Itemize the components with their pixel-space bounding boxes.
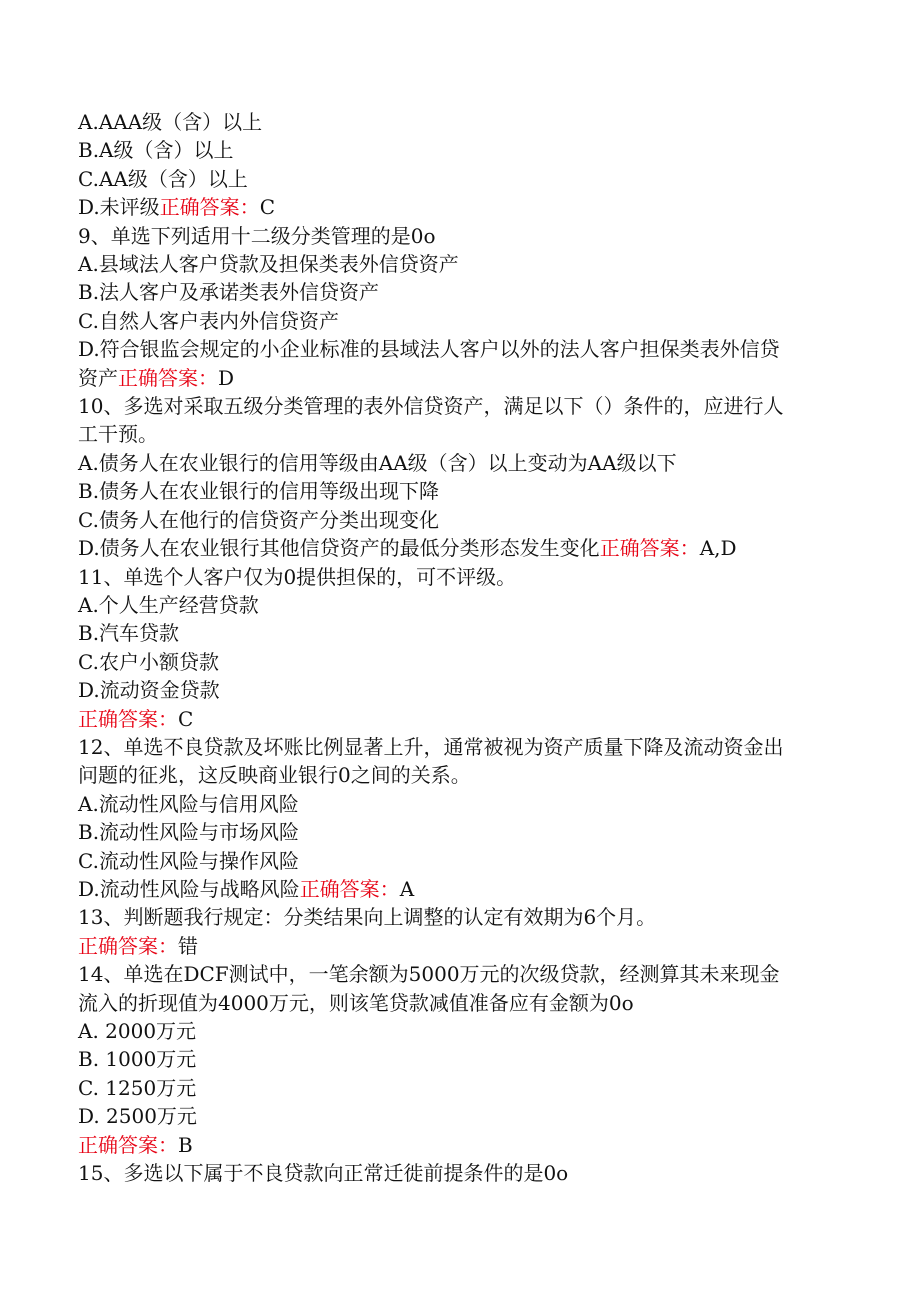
text-line [78,222,858,250]
text-line [78,420,858,448]
line-text: 工干预。 [78,422,158,447]
text-line [78,193,858,221]
answer-value: D [218,365,235,390]
answer-value: B [178,1132,193,1157]
text-line [78,278,858,306]
line-text: 9、单选下列适用十二级分类管理的是0o [78,223,436,248]
text-line [78,960,858,988]
line-text: B.A级（含）以上 [78,138,234,163]
answer-value: A [399,876,415,901]
line-text: D.流动资金贷款 [78,678,220,703]
text-line [78,818,858,846]
line-text: D.债务人在农业银行其他信贷资产的最低分类形态发生变化 [78,536,600,561]
text-line [78,307,858,335]
line-text: D. 2500万元 [78,1104,197,1129]
text-line [78,1074,858,1102]
line-text: 15、多选以下属于不良贷款向正常迁徙前提条件的是0o [78,1161,569,1186]
text-line [78,676,858,704]
line-text: B.法人客户及承诺类表外信贷资产 [78,280,380,305]
text-line [78,449,858,477]
line-text: 10、多选对采取五级分类管理的表外信贷资产，满足以下（）条件的，应进行人 [78,394,784,419]
line-text: A.流动性风险与信用风险 [78,791,299,816]
text-line [78,335,858,363]
text-line [78,761,858,789]
line-text: B.汽车贷款 [78,621,180,646]
line-text: 问题的征兆，这反映商业银行0之间的关系。 [78,763,471,788]
line-text: 12、单选不良贷款及坏账比例显著上升，通常被视为资产质量下降及流动资金出 [78,734,784,759]
line-text: A. 2000万元 [78,1019,197,1043]
text-line [78,733,858,761]
line-text: 流入的折现值为4000万元，则该笔贷款减值准备应有金额为0o [78,990,634,1015]
line-text: B.债务人在农业银行的信用等级出现下降 [78,479,440,504]
line-text: C. 1250万元 [78,1075,197,1100]
answer-label: 正确答案： [159,195,260,220]
text-line [78,989,858,1017]
text-line [78,1045,858,1073]
text-line [78,506,858,534]
text-line [78,591,858,619]
text-line [78,1159,858,1187]
answer-label: 正确答案： [78,1132,178,1157]
text-line [78,136,858,164]
line-text: A.AAA级（含）以上 [78,110,263,134]
text-line [78,1102,858,1130]
text-line [78,648,858,676]
line-text: D.流动性风险与战略风险 [78,876,300,901]
answer-label: 正确答案： [118,365,218,390]
answer-label: 正确答案： [299,876,400,901]
answer-label: 正确答案： [78,933,178,958]
text-line [78,477,858,505]
answer-value: A,D [699,536,737,561]
text-line [78,875,858,903]
line-text: A.县域法人客户贷款及担保类表外信贷资产 [78,252,459,277]
text-line [78,108,858,136]
line-text: C.债务人在他行的信贷资产分类出现变化 [78,507,439,532]
answer-value: 错 [178,933,198,958]
line-text: B. 1000万元 [78,1047,197,1072]
line-text: 13、判断题我行规定：分类结果向上调整的认定有效期为6个月。 [78,905,657,930]
text-line [78,1131,858,1159]
text-line [78,847,858,875]
answer-value: C [259,195,275,220]
text-line [78,619,858,647]
line-text: C.农户小额贷款 [78,649,219,674]
text-line [78,392,858,420]
text-line [78,932,858,960]
document-body [78,108,858,1187]
text-line [78,534,858,562]
text-line [78,563,858,591]
line-text: 11、单选个人客户仅为0提供担保的，可不评级。 [78,564,517,589]
text-line [78,903,858,931]
line-text: D.未评级 [78,195,160,220]
text-line [78,790,858,818]
line-text: 14、单选在DCF测试中，一笔余额为5000万元的次级贷款，经测算其未来现金 [78,962,780,987]
line-text: A.债务人在农业银行的信用等级由AA级（含）以上变动为AA级以下 [78,450,677,475]
line-text: C.流动性风险与操作风险 [78,848,299,873]
answer-label: 正确答案： [599,536,700,561]
line-text: D.符合银监会规定的小企业标准的县域法人客户以外的法人客户担保类表外信贷 [78,337,780,362]
text-line [78,364,858,392]
text-line [78,1017,858,1045]
line-text: 资产 [78,365,118,390]
text-line [78,250,858,278]
line-text: C.AA级（含）以上 [78,166,248,191]
line-text: A.个人生产经营贷款 [78,592,259,617]
line-text: C.自然人客户表内外信贷资产 [78,308,339,333]
answer-label: 正确答案： [78,706,178,731]
text-line [78,705,858,733]
answer-value: C [178,706,194,731]
text-line [78,165,858,193]
line-text: B.流动性风险与市场风险 [78,820,300,845]
